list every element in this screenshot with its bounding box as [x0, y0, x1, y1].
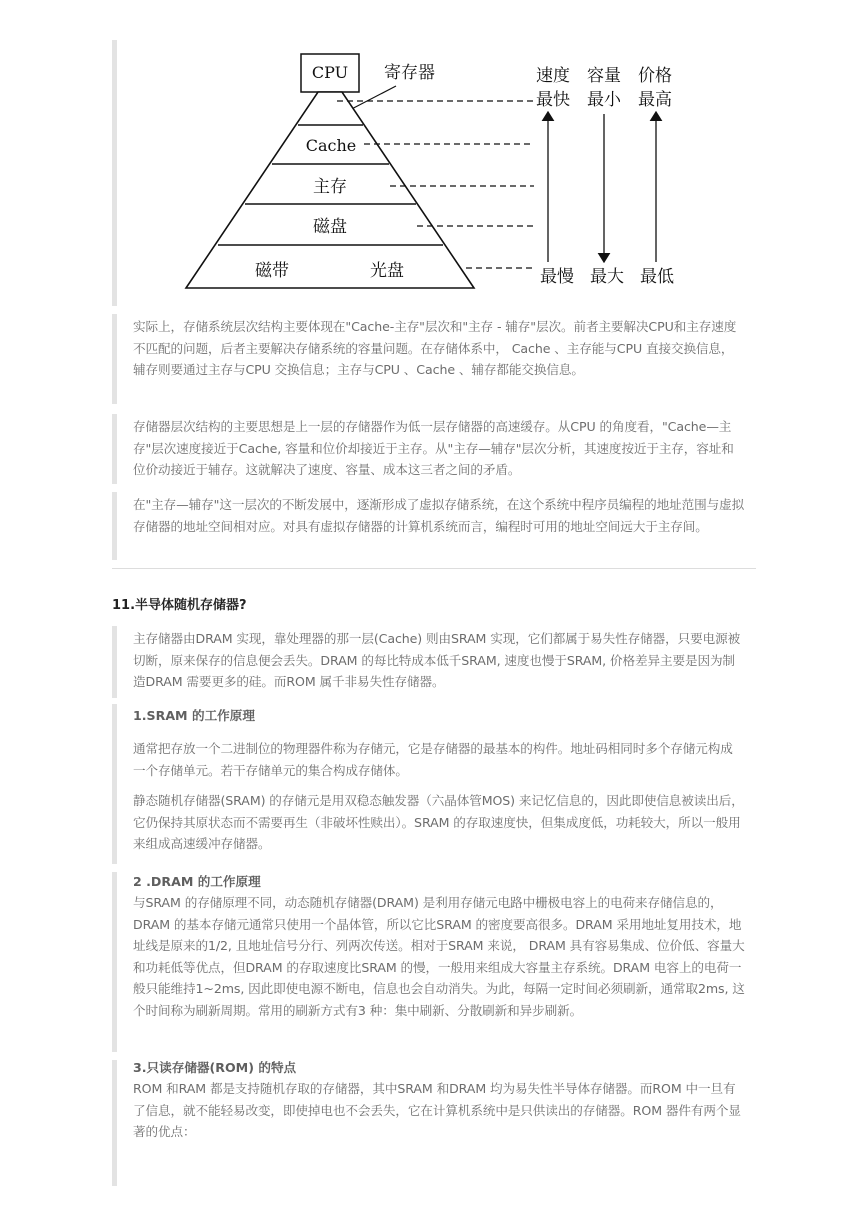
main-memory-label: 主存	[313, 177, 347, 197]
paragraph-hierarchy-idea: 存储器层次结构的主要思想是上一层的存储器作为低一层存储器的高速缓存。从CPU 的角度看，"Cache—主存"层次速度接近于Cache, 容量和位价却接近于主存。从"主存—辅存"层次分析，其速度按近于主存，容址和位价动接近于辅存。这就解决了速度、容量、成本这三者之间的矛盾。	[133, 419, 734, 477]
memory-hierarchy-diagram	[0, 0, 868, 310]
paragraph-semiconductor-intro: 主存储器由DRAM 实现，靠处理器的那一层(Cache) 则由SRAM 实现，它们都属于易失性存储器，只要电源被切断，原来保存的信息便会丢失。DRAM 的每比特成本低千SRAM, 速度也慢于SRAM, 价格差异主要是因为制造DRAM 需要更多的硅。而ROM 属千非易失性存储器。	[133, 631, 741, 689]
paragraph-rom: ROM 和RAM 都是支持随机存取的存储器，其中SRAM 和DRAM 均为易失性半导体存储器。而ROM 中一旦有了信息，就不能轻易改变，即使掉电也不会丢失，它在计算机系统中是只供读出的存储器。ROM 器件有两个显著的优点：	[133, 1081, 741, 1139]
paragraph-virtual-memory: 在"主存—辅存"这一层次的不断发展中，逐渐形成了虚拟存储系统，在这个系统中程序员编程的地址范围与虚拟存储器的地址空间相对应。对具有虚拟存储器的计算机系统而言，编程时可用的地址空间远大于主存间。	[133, 497, 745, 534]
largest-label: 最大	[590, 267, 624, 287]
lowest-label: 最低	[640, 267, 674, 287]
section-divider	[112, 568, 756, 569]
speed-label: 速度	[536, 66, 570, 86]
quote-bar	[112, 1060, 117, 1186]
paragraph-hierarchy-overview: 实际上，存储系统层次结构主要体现在"Cache-主存"层次和"主存 - 辅存"层次。前者主要解决CPU和主存速度不匹配的问题，后者主要解决存储系统的容量问题。在存储体系中， Cache 、主存能与CPU 直接交换信息，辅存则要通过主存与CPU 交换信息；主存与CPU 、Cache 、辅存都能交换信息。	[133, 319, 737, 377]
quote-bar	[112, 704, 117, 864]
paragraph-dram: 与SRAM 的存储原理不同，动态随机存储器(DRAM) 是利用存储元电路中栅极电容上的电荷来存储信息的， DRAM 的基本存储元通常只使用一个晶体管，所以它比SRAM 的密度要高很多。DRAM 采用地址复用技术，地址线是原来的1/2, 且地址信号分行、列两次传送。相对于SRAM 来说， DRAM 具有容易集成、位价低、容量大和功耗低等优点，但DRAM 的存取速度比SRAM 的慢，一般用来组成大容量主存系统。DRAM 电容上的电荷一般只能维持1~2ms, 因此即使电源不断电，信息也会自动消失。为此，每隔一定时间必须刷新，通常取2ms, 这个时间称为刷新周期。常用的刷新方式有3 种：集中刷新、分散刷新和异步刷新。	[133, 895, 745, 1018]
paragraph-sram-static: 静态随机存储器(SRAM) 的存储元是用双稳态触发器（六晶体管MOS) 来记忆信息的，因此即使信息被读出后，它仍保持其原状态而不需要再生（非破坏性赎出）。SRAM 的存取速度快，但集成度低，功耗较大，所以一般用来组成高速缓冲存储器。	[133, 793, 744, 851]
cpu-label: CPU	[311, 63, 349, 82]
highest-label: 最高	[638, 90, 672, 110]
paragraph-sram-cell: 通常把存放一个二进制位的物理器件称为存储元，它是存储器的最基本的构件。地址码相同时多个存储元构成一个存储单元。若干存储单元的集合构成存储体。	[133, 741, 733, 778]
optical-label: 光盘	[370, 261, 404, 281]
tape-label: 磁带	[255, 261, 289, 281]
dram-heading: 2 .DRAM 的工作原理	[133, 874, 261, 889]
quote-bar	[112, 314, 117, 404]
slowest-label: 最慢	[540, 267, 574, 287]
sram-heading: 1.SRAM 的工作原理	[133, 708, 255, 723]
register-label: 寄存器	[384, 63, 435, 83]
quote-bar	[112, 492, 117, 560]
quote-bar	[112, 414, 117, 484]
rom-heading: 3.只读存储器(ROM) 的特点	[133, 1060, 297, 1075]
disk-label: 磁盘	[313, 217, 347, 237]
quote-bar	[112, 872, 117, 1052]
fastest-label: 最快	[536, 90, 570, 110]
price-label: 价格	[638, 66, 672, 86]
section-title: 11.半导体随机存储器?	[112, 598, 247, 613]
capacity-label: 容量	[587, 66, 621, 86]
smallest-label: 最小	[587, 90, 621, 110]
cache-label: Cache	[305, 136, 357, 155]
quote-bar	[112, 626, 117, 698]
